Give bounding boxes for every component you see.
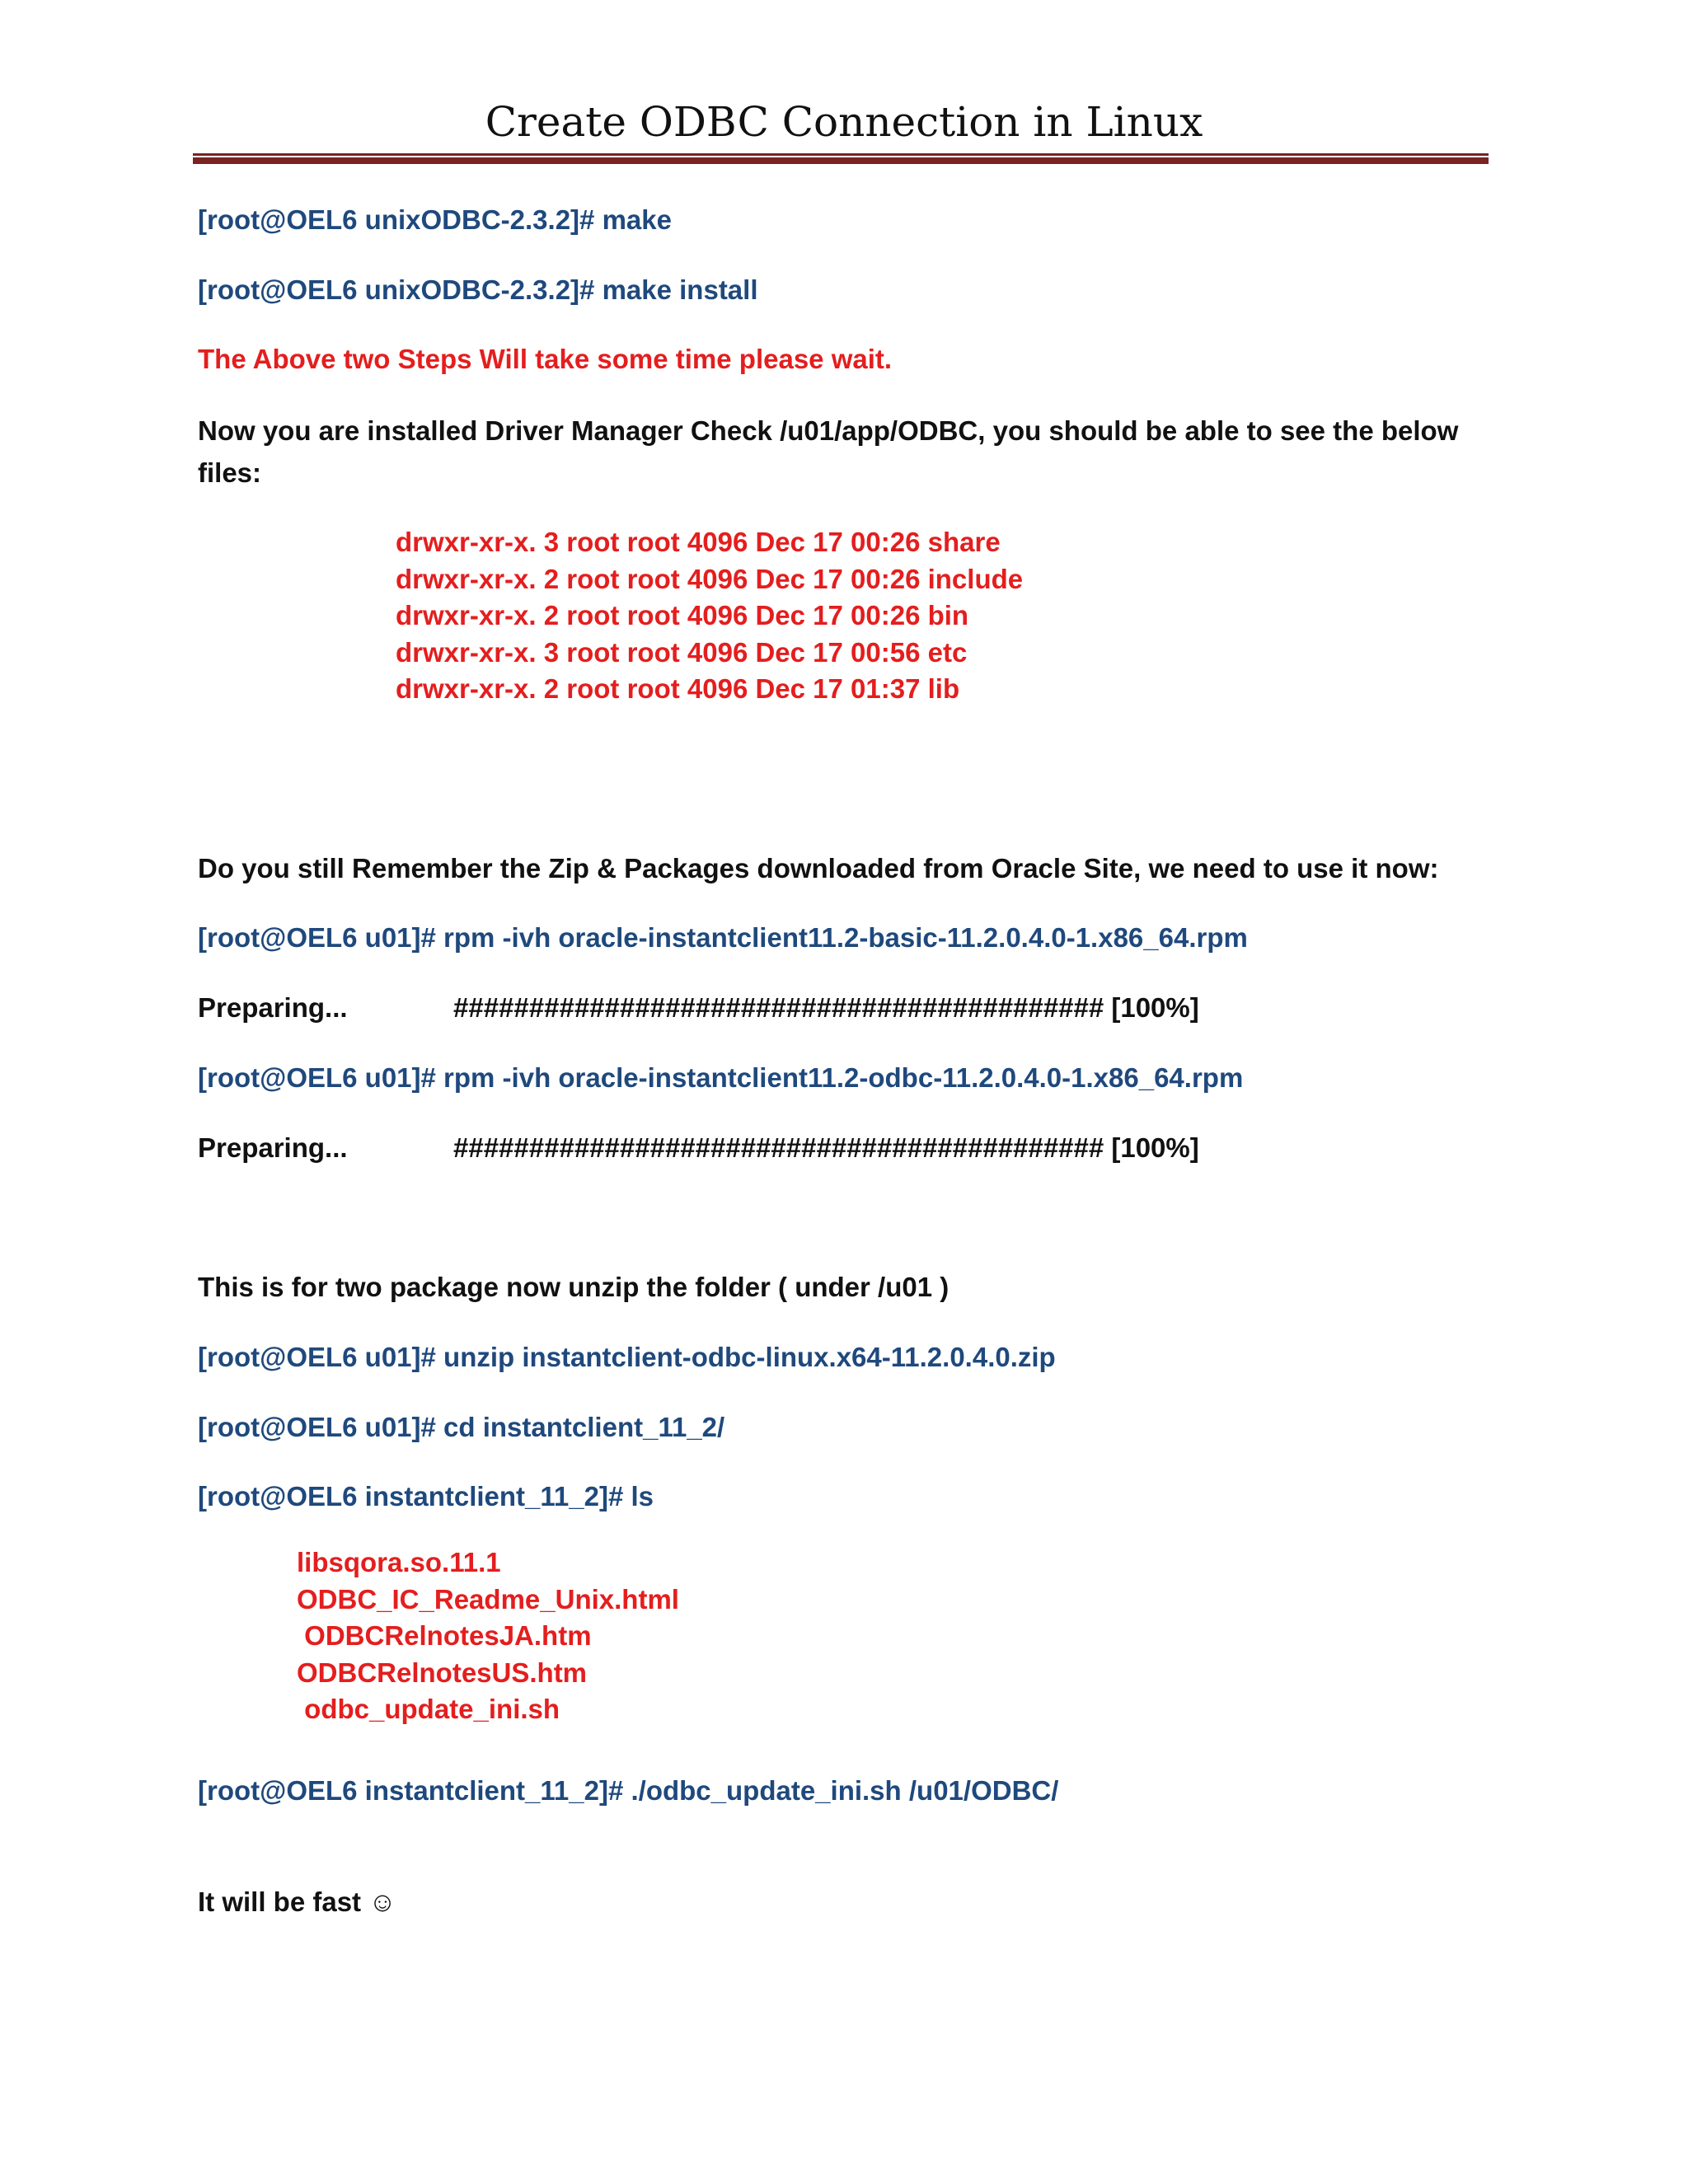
- preparing-row-basic: [198, 991, 1199, 1024]
- directory-listing-line: drwxr-xr-x. 3 root root 4096 Dec 17 00:56 etc: [396, 636, 968, 668]
- wait-note: The Above two Steps Will take some time please wait.: [198, 344, 893, 374]
- title-rule-thin: [193, 153, 1489, 156]
- preparing-label: Preparing...: [198, 992, 348, 1023]
- file-listing-line: ODBCRelnotesJA.htm: [297, 1620, 592, 1651]
- preparing-progress: ########################################### [100%]: [453, 992, 1199, 1023]
- directory-listing-line: drwxr-xr-x. 2 root root 4096 Dec 17 00:26 include: [396, 563, 1024, 594]
- command-rpm-basic: [root@OEL6 u01]# rpm -ivh oracle-instantclient11.2-basic-11.2.0.4.0-1.x86_64.rpm: [198, 922, 1248, 953]
- directory-listing: [396, 524, 1023, 708]
- title-rule-thick: [193, 157, 1489, 164]
- page-title: Create ODBC Connection in Linux: [485, 98, 1203, 146]
- closing-text: It will be fast: [198, 1886, 362, 1917]
- file-listing-line: odbc_update_ini.sh: [297, 1694, 560, 1724]
- command-make-install: [root@OEL6 unixODBC-2.3.2]# make install: [198, 274, 758, 305]
- directory-listing-line: drwxr-xr-x. 2 root root 4096 Dec 17 01:37 lib: [396, 673, 960, 704]
- directory-listing-line: drwxr-xr-x. 3 root root 4096 Dec 17 00:26 share: [396, 527, 1001, 557]
- remember-paragraph: Do you still Remember the Zip & Packages downloaded from Oracle Site, we need to use it now:: [198, 853, 1439, 883]
- closing-line: [198, 1886, 396, 1919]
- preparing-row-odbc: [198, 1132, 1199, 1165]
- command-unzip: [root@OEL6 u01]# unzip instantclient-odbc-linux.x64-11.2.0.4.0.zip: [198, 1342, 1056, 1372]
- preparing-progress: ########################################### [100%]: [453, 1132, 1199, 1163]
- file-listing-line: ODBCRelnotesUS.htm: [297, 1657, 588, 1688]
- driver-manager-paragraph: Now you are installed Driver Manager Check /u01/app/ODBC, you should be able to see the below files:: [198, 415, 1459, 488]
- command-cd: [root@OEL6 u01]# cd instantclient_11_2/: [198, 1412, 725, 1442]
- command-ls: [root@OEL6 instantclient_11_2]# ls: [198, 1481, 654, 1511]
- unzip-paragraph: This is for two package now unzip the folder ( under /u01 ): [198, 1272, 950, 1302]
- file-listing-line: libsqora.so.11.1: [297, 1547, 501, 1577]
- file-listing-line: ODBC_IC_Readme_Unix.html: [297, 1583, 679, 1615]
- command-make: [root@OEL6 unixODBC-2.3.2]# make: [198, 204, 672, 235]
- smiley-icon: ☺: [368, 1886, 396, 1917]
- preparing-label: Preparing...: [198, 1132, 348, 1163]
- command-rpm-odbc: [root@OEL6 u01]# rpm -ivh oracle-instantclient11.2-odbc-11.2.0.4.0-1.x86_64.rpm: [198, 1062, 1244, 1093]
- directory-listing-line: drwxr-xr-x. 2 root root 4096 Dec 17 00:26 bin: [396, 600, 969, 630]
- command-update-ini: [root@OEL6 instantclient_11_2]# ./odbc_update_ini.sh /u01/ODBC/: [198, 1775, 1059, 1806]
- file-listing: [297, 1544, 679, 1728]
